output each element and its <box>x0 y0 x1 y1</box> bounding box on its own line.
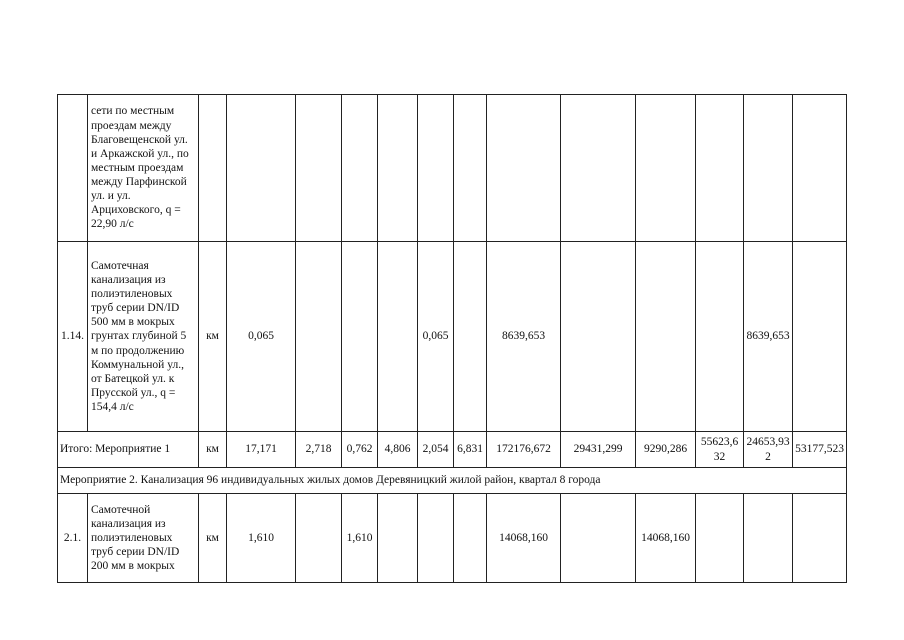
item-description: Самотечная канализация из полиэтиленовых труб серии DN/ID 500 мм в мокрых грунтах глубиной 5 м по продолжению Коммунальной ул., от Батецкой ул. к Прусской ул., q = 154,4 л/с <box>88 242 199 432</box>
cell-empty <box>454 95 487 242</box>
unit-cell: км <box>199 242 227 432</box>
cell-empty <box>636 95 696 242</box>
cell-empty <box>561 95 636 242</box>
value-cell: 1,610 <box>342 494 378 583</box>
value-cell: 0,762 <box>342 432 378 468</box>
cell-empty <box>199 95 227 242</box>
item-number <box>58 95 88 242</box>
section-row <box>58 468 847 494</box>
value-cell: 14068,160 <box>636 494 696 583</box>
value-cell: 55623,632 <box>696 432 744 468</box>
value-cell: 29431,299 <box>561 432 636 468</box>
cell-empty <box>487 95 561 242</box>
cell-empty <box>561 242 636 432</box>
cost-cell: 8639,653 <box>487 242 561 432</box>
unit-cell: км <box>199 432 227 468</box>
cell-empty <box>744 95 793 242</box>
cell-empty <box>378 242 418 432</box>
cost-cell: 14068,160 <box>487 494 561 583</box>
cell-empty <box>342 95 378 242</box>
cost-cell: 172176,672 <box>487 432 561 468</box>
value-cell: 53177,523 <box>793 432 847 468</box>
cell-empty <box>561 494 636 583</box>
cell-empty <box>454 242 487 432</box>
cell-empty <box>418 494 454 583</box>
cell-empty <box>378 494 418 583</box>
quantity-cell: 17,171 <box>227 432 296 468</box>
infrastructure-table <box>57 94 847 583</box>
cell-empty <box>378 95 418 242</box>
cell-empty <box>696 494 744 583</box>
cell-empty <box>296 242 342 432</box>
section-title: Мероприятие 2. Канализация 96 индивидуальных жилых домов Деревяницкий жилой район, квартал 8 города <box>58 468 847 494</box>
item-number: 2.1. <box>58 494 88 583</box>
value-cell: 6,831 <box>454 432 487 468</box>
value-cell: 2,054 <box>418 432 454 468</box>
table-row <box>58 494 847 583</box>
value-cell: 8639,653 <box>744 242 793 432</box>
cell-empty <box>296 494 342 583</box>
item-number: 1.14. <box>58 242 88 432</box>
cell-empty <box>454 494 487 583</box>
cell-empty <box>793 242 847 432</box>
item-description: Самотечной канализация из полиэтиленовых труб серии DN/ID 200 мм в мокрых <box>88 494 199 583</box>
item-description: сети по местным проездам между Благовещенской ул. и Аркажской ул., по местным проездам между Парфинской ул. и ул. Арциховского, q = 22,90 л/с <box>88 95 199 242</box>
value-cell: 2,718 <box>296 432 342 468</box>
quantity-cell: 1,610 <box>227 494 296 583</box>
cell-empty <box>744 494 793 583</box>
cell-empty <box>636 242 696 432</box>
cell-empty <box>793 95 847 242</box>
value-cell: 9290,286 <box>636 432 696 468</box>
cell-empty <box>696 242 744 432</box>
cell-empty <box>296 95 342 242</box>
cell-empty <box>227 95 296 242</box>
value-cell: 24653,932 <box>744 432 793 468</box>
table-row <box>58 242 847 432</box>
table-row <box>58 95 847 242</box>
cell-empty <box>696 95 744 242</box>
quantity-cell: 0,065 <box>227 242 296 432</box>
value-cell: 4,806 <box>378 432 418 468</box>
total-row <box>58 432 847 468</box>
unit-cell: км <box>199 494 227 583</box>
total-label: Итого: Мероприятие 1 <box>58 432 199 468</box>
cell-empty <box>418 95 454 242</box>
value-cell: 0,065 <box>418 242 454 432</box>
cell-empty <box>342 242 378 432</box>
cell-empty <box>793 494 847 583</box>
